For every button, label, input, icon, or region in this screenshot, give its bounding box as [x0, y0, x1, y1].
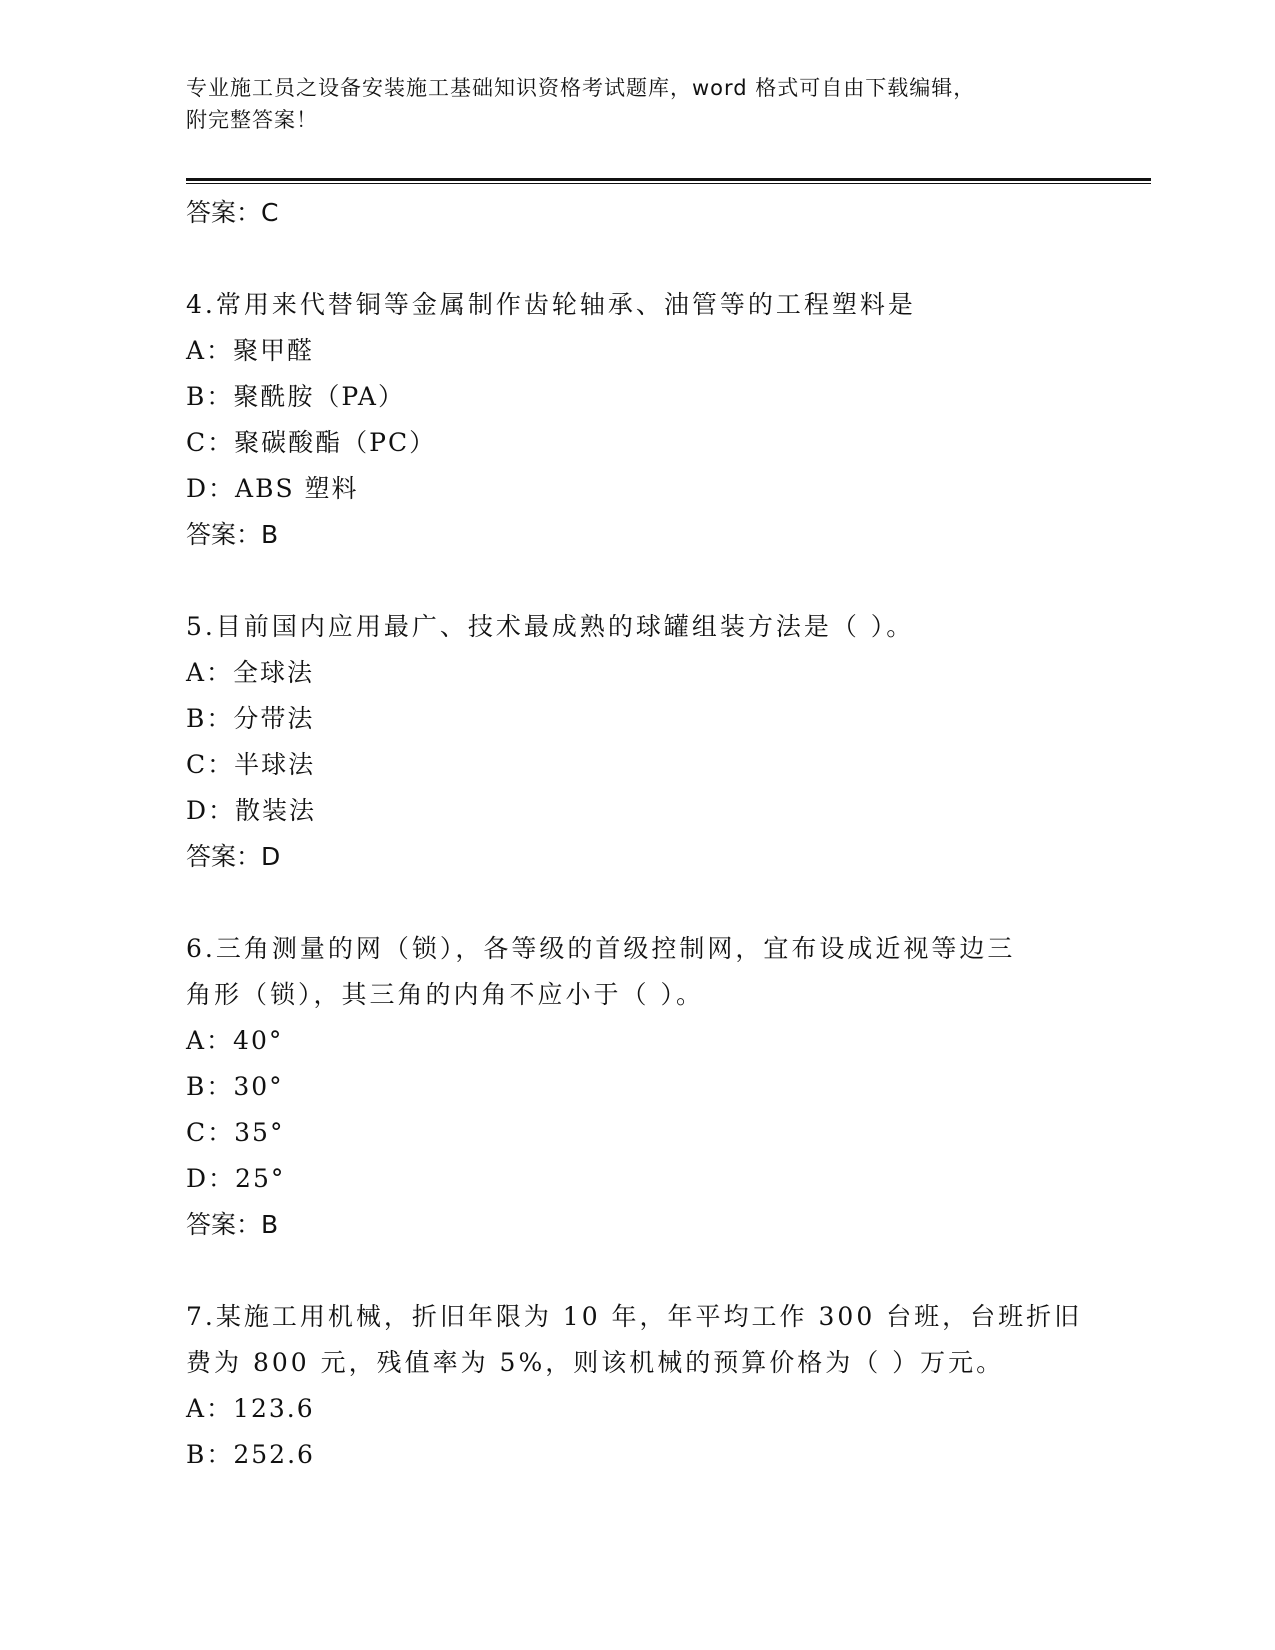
question-block: [186, 282, 1086, 558]
question-stem: 6.三角测量的网（锁），各等级的首级控制网，宜布设成近视等边三: [186, 934, 1016, 963]
question-option: D：散装法: [186, 796, 317, 825]
header-divider-thin: [186, 183, 1151, 184]
answer-line: 答案：C: [186, 198, 279, 227]
header-divider-thick: [186, 178, 1151, 181]
question-option: A：聚甲醛: [186, 336, 315, 365]
question-block: [186, 1294, 1086, 1478]
question-option: B：分带法: [186, 704, 315, 733]
question-stem: 费为 800 元，残值率为 5%，则该机械的预算价格为（ ）万元。: [186, 1348, 1005, 1377]
header-line-1: 专业施工员之设备安装施工基础知识资格考试题库，word 格式可自由下载编辑，: [186, 76, 976, 100]
answer-line: 答案：B: [186, 520, 279, 549]
question-option: A：全球法: [186, 658, 315, 687]
question-option: D：25°: [186, 1164, 286, 1193]
document-header: [186, 72, 1086, 136]
question-option: D：ABS 塑料: [186, 474, 359, 503]
question-option: B：聚酰胺（PA）: [186, 382, 405, 411]
question-option: C：半球法: [186, 750, 316, 779]
question-stem: 4.常用来代替铜等金属制作齿轮轴承、油管等的工程塑料是: [186, 290, 916, 319]
questions-container: [186, 282, 1086, 1478]
question-option: A：123.6: [186, 1394, 315, 1423]
answer-line: 答案：B: [186, 1210, 279, 1239]
question-list: [186, 190, 1086, 1478]
question-option: B：30°: [186, 1072, 284, 1101]
question-stem: 5.目前国内应用最广、技术最成熟的球罐组装方法是（ ）。: [186, 612, 915, 641]
question-stem: 角形（锁），其三角的内角不应小于（ ）。: [186, 980, 704, 1009]
header-line-2: 附完整答案！: [186, 108, 318, 132]
question-option: B：252.6: [186, 1440, 315, 1469]
question-option: C：聚碳酸酯（PC）: [186, 428, 437, 457]
question-option: A：40°: [186, 1026, 284, 1055]
question-block: [186, 604, 1086, 880]
question-option: C：35°: [186, 1118, 285, 1147]
question-stem: 7.某施工用机械，折旧年限为 10 年，年平均工作 300 台班，台班折旧: [186, 1302, 1083, 1331]
answer-line: 答案：D: [186, 842, 281, 871]
question-block: [186, 926, 1086, 1248]
